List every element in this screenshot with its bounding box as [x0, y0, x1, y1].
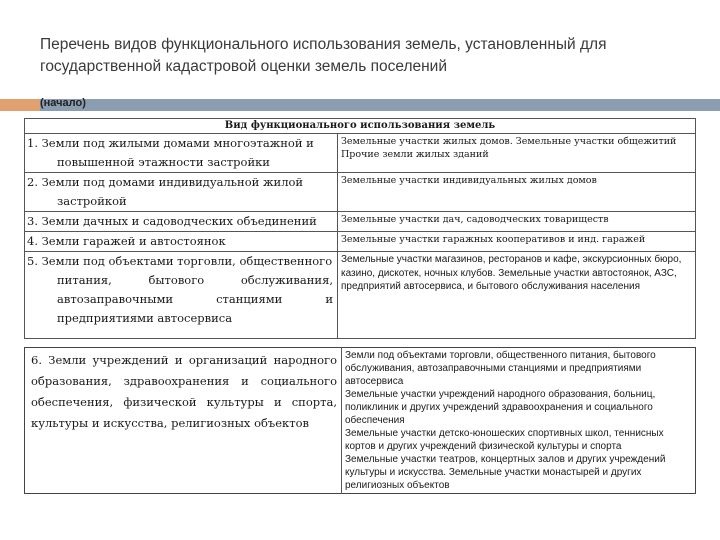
accent-bar [0, 99, 40, 111]
row-1-right: Земельные участки жилых домов. Земельные участки общежитий Прочие земли жилых зданий [338, 134, 696, 173]
row-3-left: 3. Земли дачных и садоводческих объединений [25, 212, 338, 232]
table-row [25, 134, 696, 173]
row-1-left: 1. Земли под жилыми домами многоэтажной и повышенной этажности застройки [25, 134, 338, 173]
row-5-left: 5. Земли под объектами торговли, общественного питания, бытового обслуживания, автозаправочными станциями и предприятиями автосервиса [25, 252, 338, 339]
row-2-right: Земельные участки индивидуальных жилых домов [338, 173, 696, 212]
table-row [25, 173, 696, 212]
row-5-right: Земельные участки магазинов, ресторанов и кафе, экскурсионных бюро, казино, дискотек, ночных клубов. Земельные участки автостоянок, АЗС, предприятий автосервиса, и бытового обслуживания населения [338, 252, 696, 339]
table-header-row [25, 119, 696, 134]
row-6-item: Земельные участки детско-юношеских спортивных школ, теннисных кортов и других учреждений физической культуры и спорта [345, 428, 664, 452]
table-row [25, 232, 696, 252]
divider-bar [40, 99, 720, 111]
continuation-label: (начало) [40, 97, 86, 109]
row-2-left: 2. Земли под домами индивидуальной жилой застройкой [25, 173, 338, 212]
row-4-right: Земельные участки гаражных кооперативов и инд. гаражей [338, 232, 696, 252]
row-6-item: Земельные участки театров, концертных залов и других учреждений культуры и искусства. Земельные участки монастырей и других религиозных объектов [345, 454, 666, 491]
land-use-table-continued [24, 347, 696, 494]
row-3-right: Земельные участки дач, садоводческих товариществ [338, 212, 696, 232]
table-row [25, 252, 696, 339]
row-6-left: 6. Земли учреждений и организаций народного образования, здравоохранения и социального обеспечения, физической культуры и спорта, культуры и искусства, религиозных объектов [25, 348, 342, 494]
table-row [25, 348, 696, 494]
row-6-item: Земельные участки учреждений народного образования, больниц, поликлиник и других учреждений здравоохранения и социального обеспечения [345, 389, 656, 426]
table-row [25, 212, 696, 232]
land-use-table [24, 118, 696, 339]
page-title: Перечень видов функционального использования земель, установленный для государственной кадастровой оценки земель поселений [40, 36, 607, 75]
table-header: Вид функционального использования земель [25, 119, 696, 134]
row-6-item: Земли под объектами торговли, общественного питания, бытового обслуживания, автозаправочными станциями и предприятиями автосервиса [345, 350, 656, 387]
row-6-right [342, 348, 696, 494]
row-4-left: 4. Земли гаражей и автостоянок [25, 232, 338, 252]
